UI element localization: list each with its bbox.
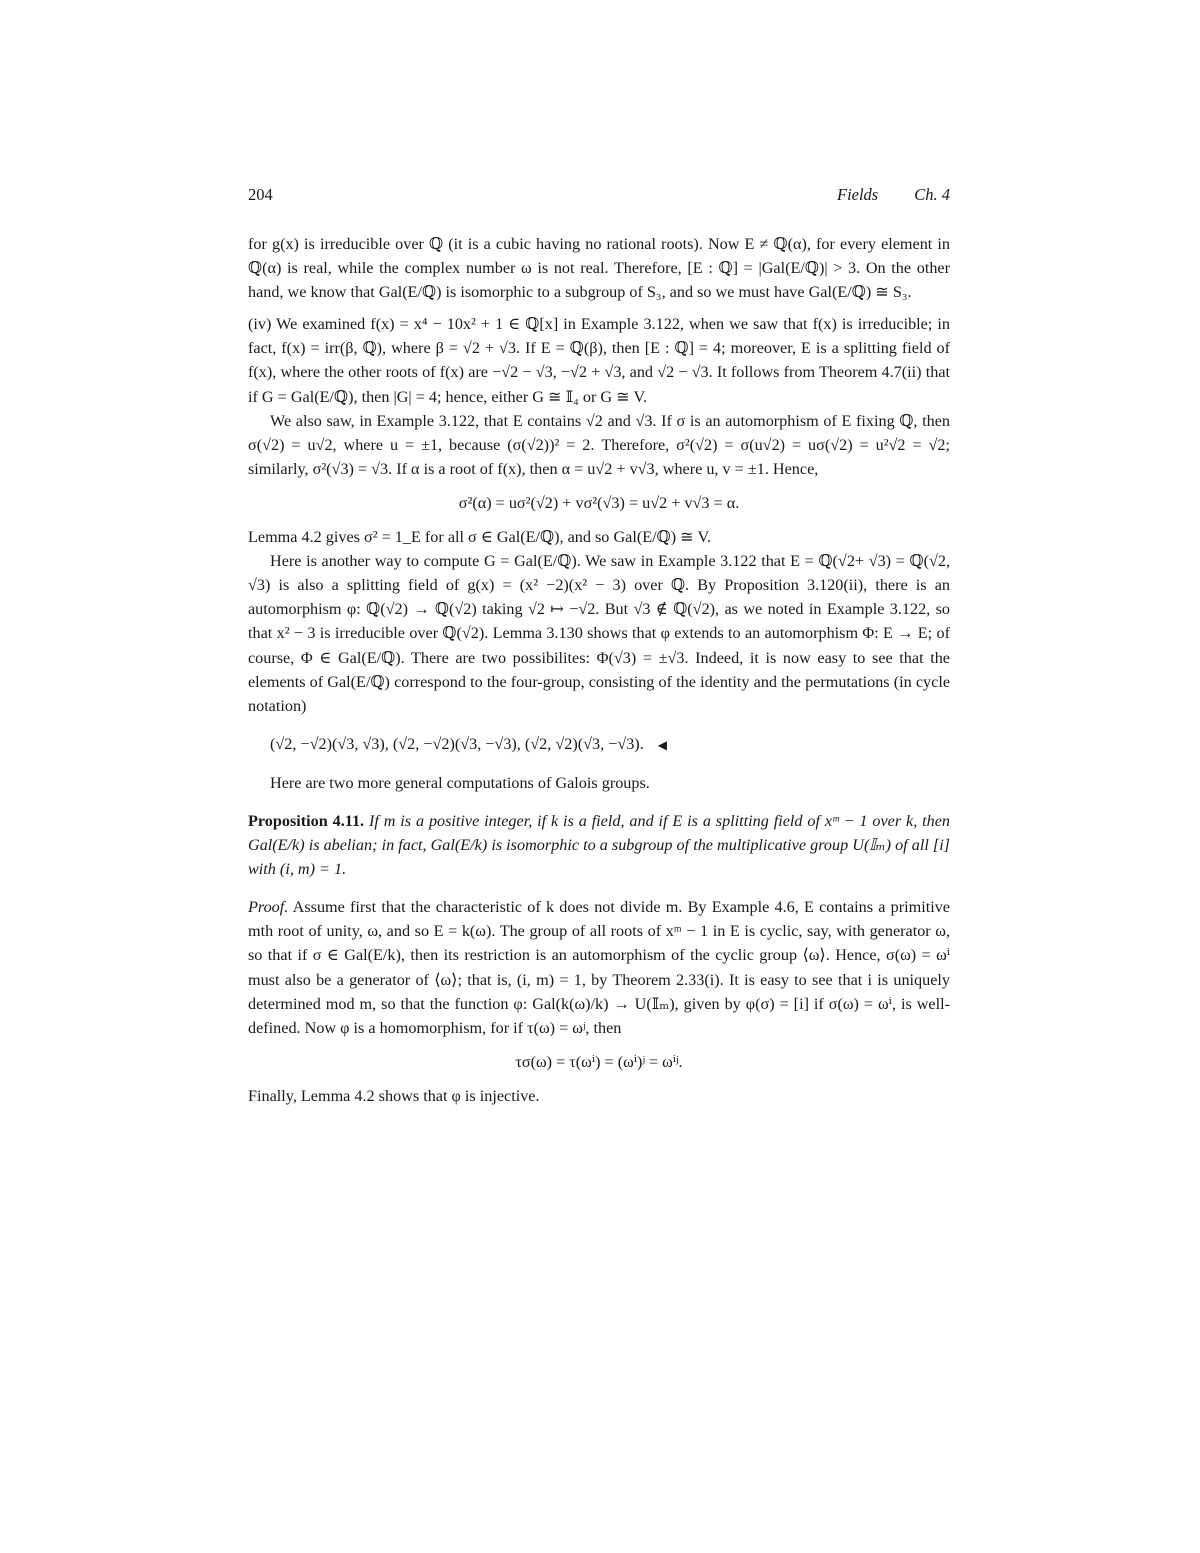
running-header (248, 185, 950, 209)
paragraph: We also saw, in Example 3.122, that E contains √2 and √3. If σ is an automorphism of E fixing ℚ, then σ(√2) = u√2, where u = ±1, because (σ(√2))² = 2. Therefore, σ²(√2) = σ(u√2) = uσ(√2) = u²√2 = √2; similarly, σ²(√3) = √3. If α is a root of f(x), then α = u√2 + v√3, where u, v = ±1. Hence, (248, 411, 950, 478)
proof-text: Assume first that the characteristic of k does not divide m. By Example 4.6, E contains a primitive mth root of unity, ω, and so E = k(ω). The group of all roots of xᵐ − 1 in E is cyclic, say, with generator ω, so that if σ ∈ Gal(E/k), then its restriction is an automorphism of the cyclic group ⟨ω⟩. Hence, σ(ω) = ωⁱ must also be a generator of ⟨ω⟩; that is, (i, m) = 1, by Theorem 2.33(i). It is easy to see that i is uniquely determined mod m, so that the function φ: Gal(k(ω)/k) → U(𝕀ₘ), given by φ(σ) = [i] if σ(ω) = ωⁱ, is well-defined. Now φ is a homomorphism, for if τ(ω) = ωʲ, then (248, 898, 950, 1037)
page-body (248, 232, 950, 1108)
paragraph: Here is another way to compute G = Gal(E/ℚ). We saw in Example 3.122 that E = ℚ(√2+ √3) = ℚ(√2, √3) is also a splitting field of g(x) = (x² −2)(x² − 3) over ℚ. By Proposition 3.120(ii), there is an automorphism φ: ℚ(√2) → ℚ(√2) taking √2 ↦ −√2. But √3 ∉ ℚ(√2), as we noted in Example 3.122, so that x² − 3 is irreducible over ℚ(√2). Lemma 3.130 shows that φ extends to an automorphism Φ: E → E; of course, Φ ∈ Gal(E/ℚ). There are two possibilites: Φ(√3) = ±√3. Indeed, it is now easy to see that the elements of Gal(E/ℚ) correspond to the four-group, consisting of the identity and the permutations (in cycle notation) (248, 552, 950, 715)
chapter-heading (801, 185, 950, 205)
end-of-example-marker: ◀ (657, 737, 667, 752)
proposition-statement: If m is a positive integer, if k is a field, and if E is a splitting field of xᵐ − 1 over k, then Gal(E/k) is abelian; in fact, Gal(E/k) is isomorphic to a subgroup of the multiplicative group U(𝕀ₘ) of all [i] with (i, m) = 1. (248, 811, 951, 879)
proof-heading: Proof. (248, 898, 289, 917)
proposition-heading: Proposition 4.11. (248, 811, 365, 830)
paragraph: Finally, Lemma 4.2 shows that φ is injective. (248, 1086, 540, 1105)
equation-text: (√2, −√2)(√3, √3), (√2, −√2)(√3, −√3), (√2, √2)(√3, −√3). (270, 734, 644, 753)
chapter-label: Ch. 4 (914, 185, 950, 204)
paragraph: for g(x) is irreducible over ℚ (it is a cubic having no rational roots). Now E ≠ ℚ(α), for every element in ℚ(α) is real, while the complex number ω is not real. Therefore, [E : ℚ] = |Gal(E/ℚ)| > 3. On the other hand, we know that Gal(E/ℚ) is isomorphic to a subgroup of S₃, and so we must have Gal(E/ℚ) ≅ S₃. (248, 235, 950, 302)
proof (248, 895, 950, 1040)
proposition (248, 809, 950, 881)
display-equation-permutations (270, 732, 950, 757)
page-number: 204 (248, 185, 273, 204)
display-equation: τσ(ω) = τ(ωⁱ) = (ωⁱ)ʲ = ωⁱʲ. (515, 1052, 683, 1071)
chapter-title: Fields (836, 185, 879, 204)
paragraph: Here are two more general computations of Galois groups. (270, 773, 650, 792)
display-equation: σ²(α) = uσ²(√2) + vσ²(√3) = u√2 + v√3 = α. (458, 493, 740, 512)
paragraph: Lemma 4.2 gives σ² = 1_E for all σ ∈ Gal(E/ℚ), and so Gal(E/ℚ) ≅ V. (248, 528, 712, 547)
paragraph: (iv) We examined f(x) = x⁴ − 10x² + 1 ∈ ℚ[x] in Example 3.122, when we saw that f(x) is irreducible; in fact, f(x) = irr(β, ℚ), where β = √2 + √3. If E = ℚ(β), then [E : ℚ] = 4; moreover, E is a splitting field of f(x), where the other roots of f(x) are −√2 − √3, −√2 + √3, and √2 − √3. It follows from Theorem 4.7(ii) that if G = Gal(E/ℚ), then |G| = 4; hence, either G ≅ 𝕀₄ or G ≅ V. (248, 315, 950, 406)
